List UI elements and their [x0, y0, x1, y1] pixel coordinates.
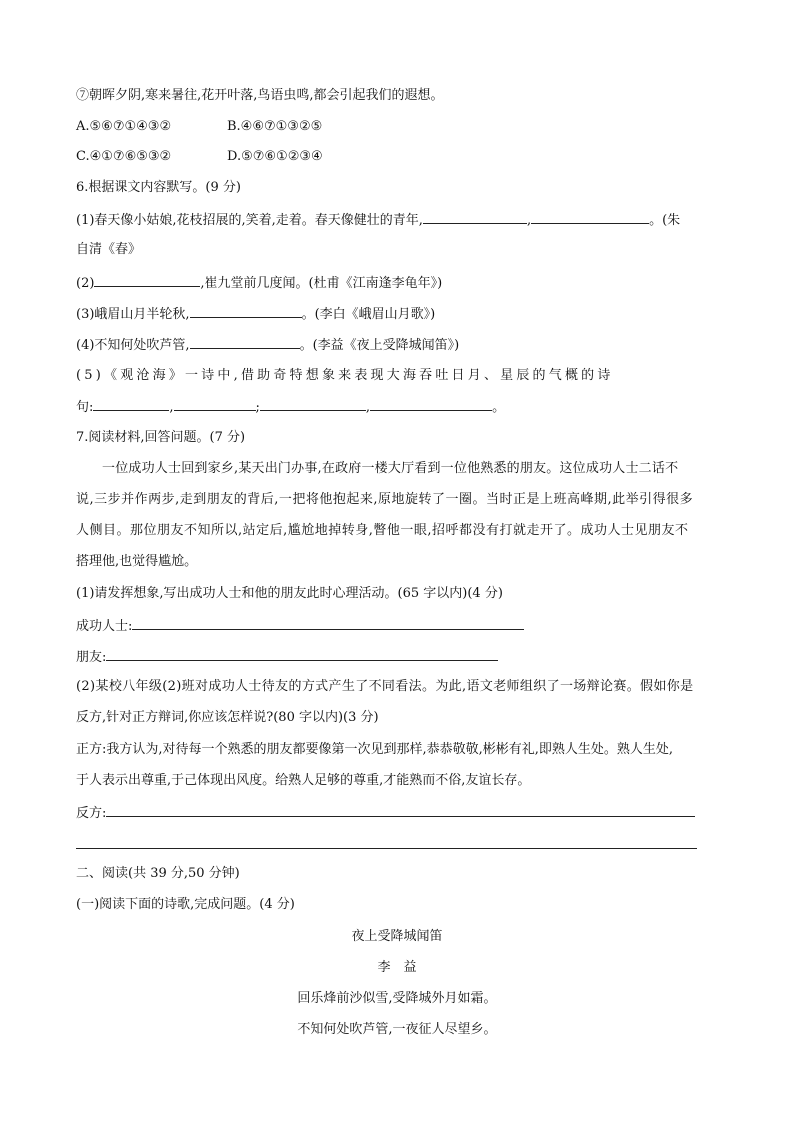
- poem-author: 李 益: [377, 960, 417, 975]
- answer-blank[interactable]: [190, 334, 300, 349]
- q6-line-4: [76, 334, 459, 354]
- q5-options-row-1: [76, 117, 322, 137]
- q6-line-1-source: 。(朱: [649, 213, 681, 228]
- q7-passage-line-3: 人侧目。那位朋友不知所以,站定后,尴尬地掉转身,瞥他一眼,招呼都没有打就走开了。成功人士见朋友不: [76, 523, 689, 538]
- answer-blank[interactable]: [190, 303, 302, 318]
- part-2-subsection: (一)阅读下面的诗歌,完成问题。(4 分): [76, 897, 295, 912]
- option-a: A.⑤⑥⑦①④③②: [76, 119, 172, 134]
- q6-line-2-num: (2): [76, 276, 95, 291]
- q6-line-5-cont: [76, 396, 505, 416]
- q6-line-5: (5)《观沧海》一诗中,借助奇特想象来表现大海吞吐日月、星辰的气概的诗: [76, 368, 614, 383]
- proposition-line-2: 于人表示出尊重,于己体现出风度。给熟人足够的尊重,才能熟而不俗,友谊长存。: [76, 773, 531, 788]
- q6-line-1-text: (1)春天像小姑娘,花枝招展的,笑着,走着。春天像健壮的青年,: [76, 213, 423, 228]
- answer-rule[interactable]: [76, 848, 697, 849]
- poem-line-1: 回乐烽前沙似雪,受降城外月如霜。: [297, 991, 497, 1006]
- comma: ,: [365, 400, 371, 415]
- part-2-title: 二、阅读(共 39 分,50 分钟): [76, 866, 240, 881]
- q5-item-7: ⑦朝晖夕阴,寒来暑往,花开叶落,鸟语虫鸣,都会引起我们的遐想。: [76, 88, 444, 103]
- comma: ,: [526, 213, 532, 228]
- semicolon: ;: [255, 400, 260, 415]
- answer-blank[interactable]: [106, 802, 695, 817]
- answer-blank[interactable]: [106, 646, 498, 661]
- answer-blank[interactable]: [260, 396, 366, 411]
- q7-sub-1: (1)请发挥想象,写出成功人士和他的朋友此时心理活动。(65 字以内)(4 分): [76, 586, 503, 601]
- answer-blank[interactable]: [423, 209, 527, 224]
- q6-line-3-text: (3)峨眉山月半轮秋,: [76, 307, 190, 322]
- q6-title: 6.根据课文内容默写。(9 分): [76, 180, 241, 195]
- q6-line-4-source: 。(李益《夜上受降城闻笛》): [299, 338, 460, 353]
- q7-title: 7.阅读材料,回答问题。(7 分): [76, 430, 246, 445]
- q6-line-1-cont: 自清《春》: [76, 242, 142, 257]
- q5-options-row-2: [76, 147, 323, 167]
- answer-blank[interactable]: [132, 615, 524, 630]
- option-d: D.⑤⑦⑥①②③④: [227, 149, 323, 164]
- proposition-line-1: 正方:我方认为,对待每一个熟悉的朋友都要像第一次见到那样,恭恭敬敬,彬彬有礼,即熟人生处。熟人生处,: [76, 742, 674, 757]
- q7-sub-2-line-1: (2)某校八年级(2)班对成功人士待友的方式产生了不同看法。为此,语文老师组织了一场辩论赛。假如你是: [76, 679, 694, 694]
- q6-line-1: [76, 209, 680, 229]
- q7-passage-line-4: 搭理他,也觉得尴尬。: [76, 554, 198, 569]
- q7-sub-1-success-answer: [76, 615, 524, 635]
- poem-title: 夜上受降城闻笛: [351, 929, 443, 944]
- success-label: 成功人士:: [76, 619, 133, 634]
- option-b: B.④⑥⑦①③②⑤: [227, 119, 323, 134]
- answer-blank[interactable]: [174, 396, 256, 411]
- q6-line-3: [76, 303, 435, 323]
- friend-label: 朋友:: [76, 650, 107, 665]
- q7-passage-line-2: 说,三步并作两步,走到朋友的背后,一把将他抱起来,原地旋转了一圈。当时正是上班高峰期,此举引得很多: [76, 492, 694, 507]
- q6-line-2: [76, 272, 442, 292]
- q7-sub-2-line-2: 反方,针对正方辩词,你应该怎样说?(80 字以内)(3 分): [76, 710, 379, 725]
- answer-blank[interactable]: [531, 209, 649, 224]
- q7-passage-line-1: 一位成功人士回到家乡,某天出门办事,在政府一楼大厅看到一位他熟悉的朋友。这位成功人士二话不: [102, 461, 679, 476]
- poem-line-2: 不知何处吹芦管,一夜征人尽望乡。: [297, 1022, 497, 1037]
- comma: ,: [169, 400, 174, 415]
- q6-line-4-text: (4)不知何处吹芦管,: [76, 338, 190, 353]
- q6-line-3-source: 。(李白《峨眉山月歌》): [301, 307, 436, 322]
- answer-blank[interactable]: [94, 272, 200, 287]
- answer-blank[interactable]: [370, 396, 492, 411]
- q6-line-2-text: ,崔九堂前几度闻。(杜甫《江南逢李龟年》): [200, 276, 443, 291]
- q6-line-5-label: 句:: [76, 400, 94, 415]
- opposition-answer: [76, 802, 695, 822]
- option-c: C.④①⑦⑥⑤③②: [76, 149, 172, 164]
- q7-sub-1-friend-answer: [76, 646, 498, 666]
- period: 。: [492, 400, 506, 415]
- opposition-label: 反方:: [76, 806, 107, 821]
- answer-blank[interactable]: [93, 396, 169, 411]
